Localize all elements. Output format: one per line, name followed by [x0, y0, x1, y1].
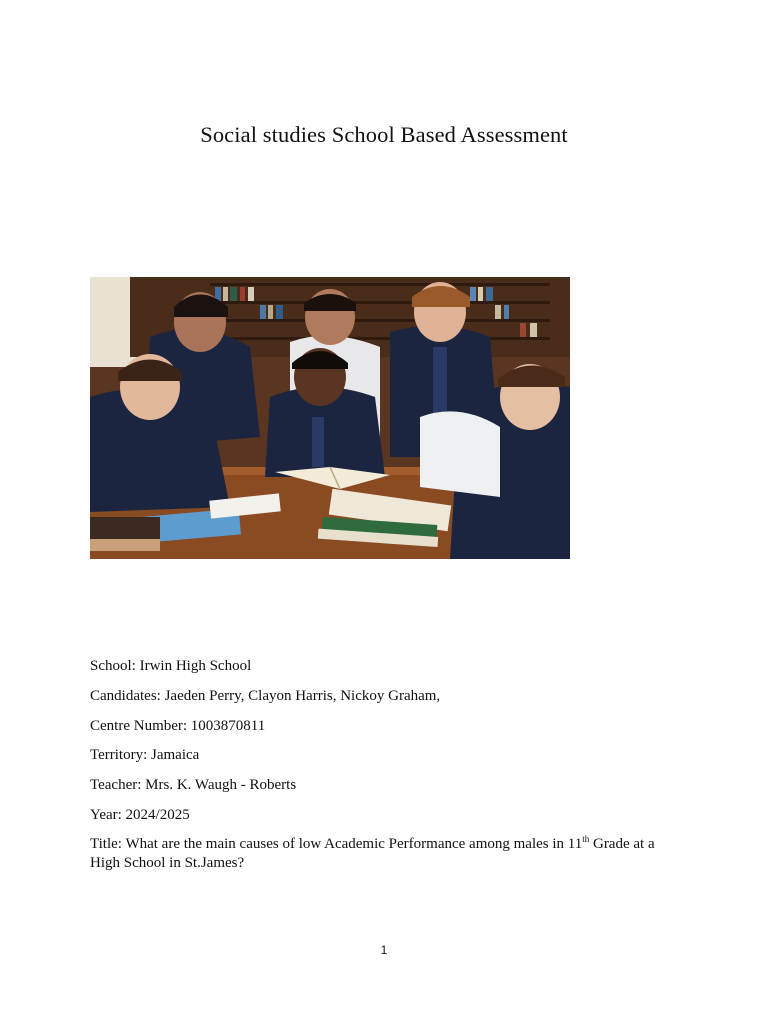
centre-number-line: Centre Number: 1003870811: [90, 718, 266, 734]
study-title-text-end: Grade at a High School in St.James?: [90, 836, 655, 871]
study-title-text: Title: What are the main causes of low Academic Performance among males in 11: [90, 836, 583, 852]
ordinal-suffix: th: [582, 834, 590, 844]
candidates-line: Candidates: Jaeden Perry, Clayon Harris, Nickoy Graham,: [90, 688, 441, 704]
territory-line: Territory: Jamaica: [90, 747, 200, 763]
teacher-line: Teacher: Mrs. K. Waugh - Roberts: [90, 777, 297, 793]
students-studying-illustration: [90, 277, 570, 559]
year-line: Year: 2024/2025: [90, 807, 190, 823]
page-title: Social studies School Based Assessment: [200, 122, 568, 147]
page-number: 1: [380, 943, 388, 957]
cover-photo: [90, 277, 570, 559]
study-title: [90, 835, 680, 873]
school-line: School: Irwin High School: [90, 658, 252, 674]
